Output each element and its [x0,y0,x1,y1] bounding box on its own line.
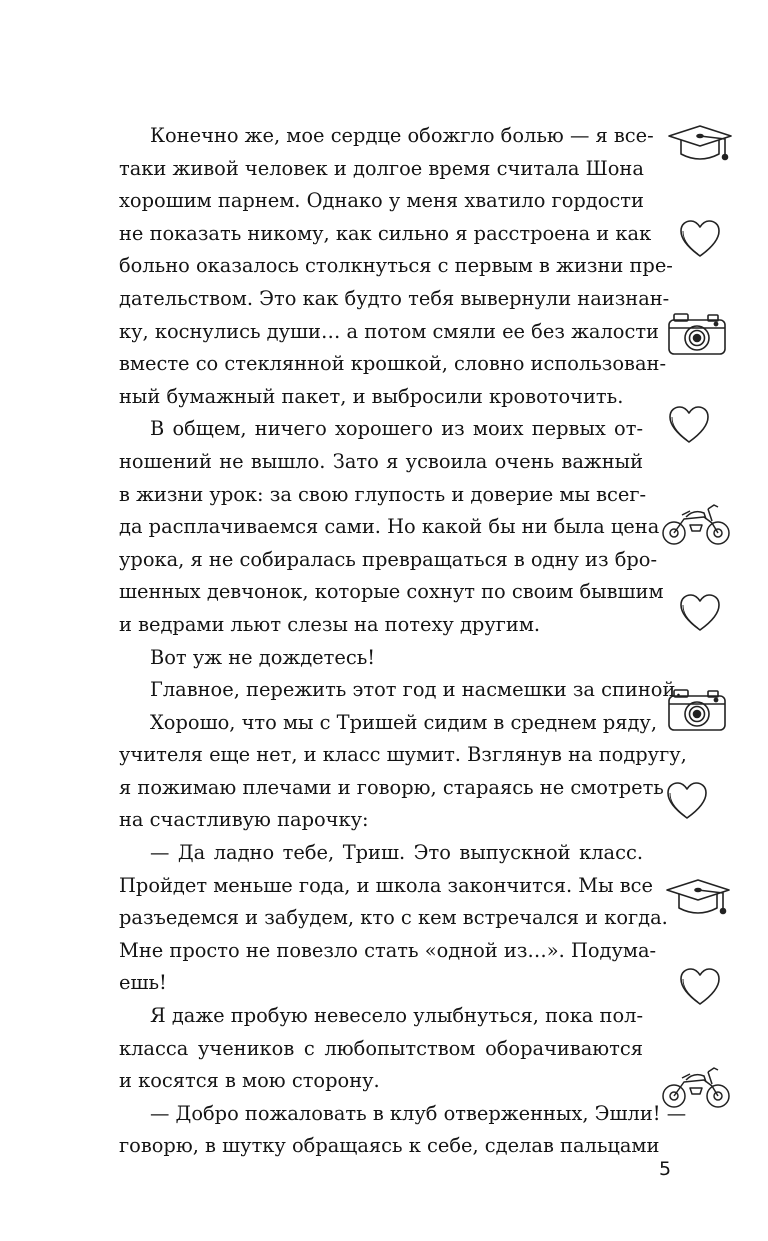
text-line: урока, я не собиралась превращаться в одну из бро- [119,547,658,571]
heart-icon [678,218,722,260]
text-line: я пожимаю плечами и говорю, стараясь не смотреть [119,775,664,799]
paragraph-3 [88,642,643,675]
text-line: дательством. Это как будто тебя вывернули наизнан- [119,286,670,310]
motorcycle-icon [660,1058,732,1112]
camera-icon [666,686,728,734]
camera-icon [666,310,728,358]
paragraph-6 [88,837,668,1000]
text-line: учителя еще нет, и класс шумит. Взглянув на подругу, [119,743,687,767]
text-line: Конечно же, мое сердце обожгло болью — я все- [150,124,654,147]
text-line: Главное, пережить этот год и насмешки за спиной. [150,678,682,702]
text-line: таки живой человек и долгое время считала Шона [119,156,644,180]
text-line: Я даже пробую невесело улыбнуться, пока пол- [150,1004,644,1028]
heart-icon [678,592,722,634]
text-line: и косятся в мою сторону. [119,1069,380,1093]
body-text [88,120,687,1163]
text-line: Мне просто не повезло стать «одной из…». Подума- [119,938,657,962]
motorcycle-icon [660,495,732,549]
graduation-cap-icon [665,878,731,920]
text-line: в жизни урок: за свою глупость и доверие мы всег- [119,482,647,506]
text-line: говорю, в шутку обращаясь к себе, сделав пальцами [119,1134,660,1158]
page-number: 5 [659,1158,672,1180]
text-line: В общем, ничего хорошего из моих первых от- [150,417,643,441]
text-line: класса учеников с любопытством оборачиваются [119,1036,643,1060]
graduation-cap-icon [667,124,733,166]
text-line: Вот уж не дождетесь! [150,645,376,669]
paragraph-8 [88,1098,687,1163]
text-line: ешь! [119,971,167,995]
heart-icon [667,404,711,446]
paragraph-4 [88,674,682,707]
text-line: да расплачиваемся сами. Но какой бы ни была цена [119,515,660,539]
text-line: Пройдет меньше года, и школа закончится. Мы все [119,873,653,897]
text-line: — Добро пожаловать в клуб отверженных, Эшли! — [150,1101,687,1125]
text-line: ку, коснулись души… а потом смяли ее без жалости [119,319,659,343]
text-line: Хорошо, что мы с Тришей сидим в среднем ряду, [150,710,658,734]
text-line: на счастливую парочку: [119,808,369,832]
text-line: не показать никому, как сильно я расстроена и как [119,221,652,245]
paragraph-7 [88,1000,643,1098]
heart-icon [678,966,722,1008]
text-line: ношений не вышло. Зато я усвоила очень важный [119,449,643,473]
text-line: вместе со стеклянной крошкой, словно использован- [119,352,667,376]
text-line: шенных девчонок, которые сохнут по своим бывшим [119,580,664,604]
text-line: хорошим парнем. Однако у меня хватило гордости [119,189,644,213]
text-line: ный бумажный пакет, и выбросили кровоточить. [119,384,624,408]
paragraph-2 [88,413,664,641]
paragraph-5 [88,707,687,837]
text-line: разъедемся и забудем, кто с кем встречался и когда. [119,906,668,930]
paragraph-1 [88,120,673,413]
text-line: и ведрами льют слезы на потеху другим. [119,612,541,636]
text-line: больно оказалось столкнуться с первым в жизни пре- [119,254,673,278]
text-line: — Да ладно тебе, Триш. Это выпускной класс. [150,841,643,865]
heart-icon [665,780,709,822]
